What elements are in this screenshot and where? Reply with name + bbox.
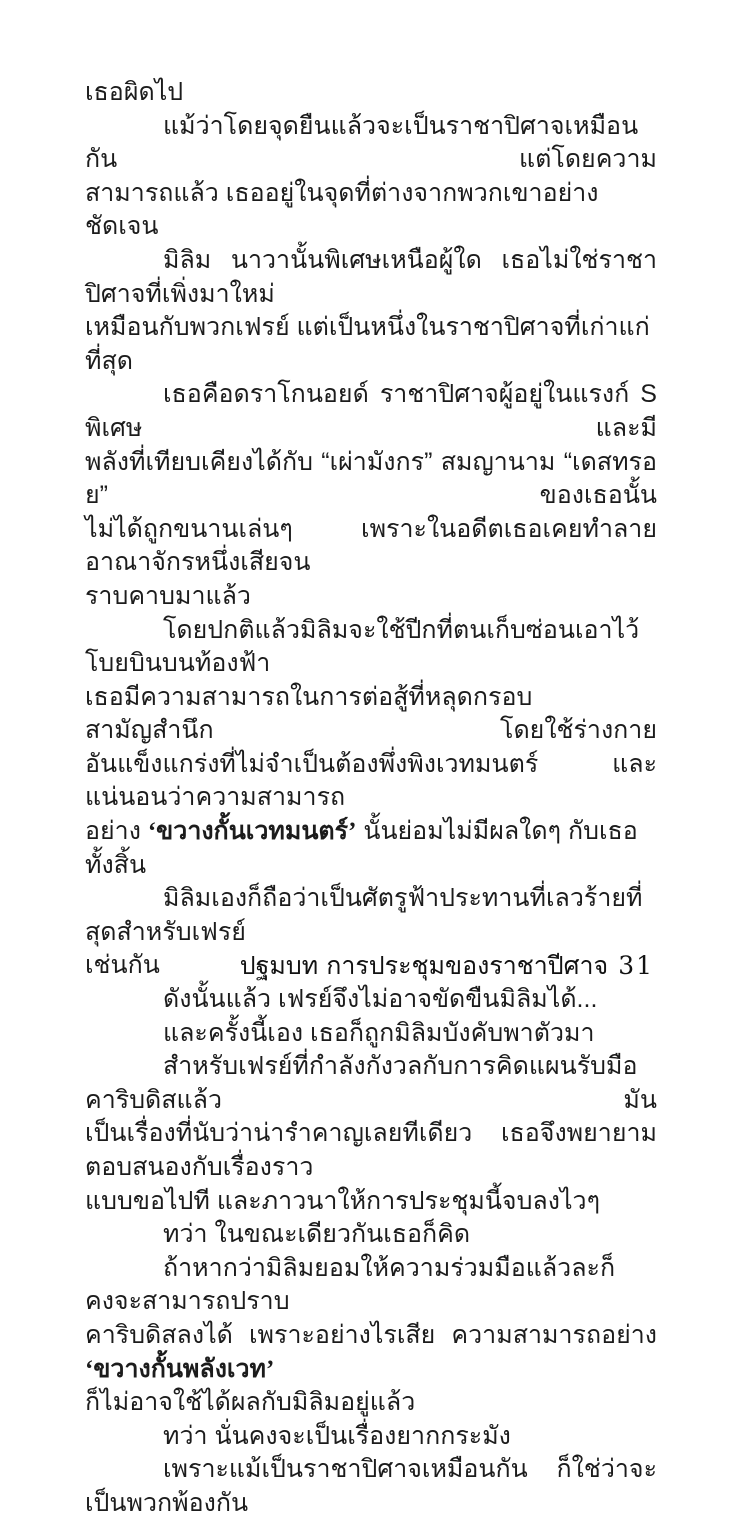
page-footer [240, 946, 654, 986]
text-line [85, 1050, 657, 1117]
text-line [85, 76, 657, 110]
text-segment: เป็นเรื่องที่นับว่าน่ารำคาญเลยทีเดียว เธอจึงพยายามตอบสนองกับเรื่องราว [85, 1119, 657, 1181]
text-segment: พลังที่เทียบเคียงได้กับ “เผ่ามังกร” สมญานาม “เดสทรอย” ของเธอนั้น [85, 447, 657, 510]
skill-term: ‘ขวางกั้นเวทมนตร์’ [147, 818, 357, 846]
text-line [85, 311, 657, 378]
skill-term: ‘ขวางกั้นพลังเวท’ [85, 1355, 275, 1383]
text-line [85, 1117, 657, 1184]
text-segment: ถ้าหากว่ามิลิมยอมให้ความร่วมมือแล้วละก็ คงจะสามารถปราบ [85, 1253, 616, 1316]
text-line [85, 748, 657, 815]
text-segment: เธอผิดไป [85, 78, 184, 106]
text-segment: และครั้งนี้เอง เธอก็ถูกมิลิมบังคับพาตัวมา [163, 1018, 595, 1047]
text-line [85, 110, 657, 177]
text-segment: สำหรับเฟรย์ที่กำลังกังวลกับการคิดแผนรับมือคาริบดิสแล้ว มัน [85, 1052, 657, 1114]
footer-running-title: ปฐมบท การประชุมของราชาปีศาจ [239, 951, 609, 980]
text-segment: โดยปกติแล้วมิลิมจะใช้ปีกที่ตนเก็บซ่อนเอาไว้โบยบินบนท้องฟ้า [85, 615, 640, 678]
text-segment: คาริบดิสลงได้ เพราะอย่างไรเสีย ความสามารถอย่าง [85, 1320, 657, 1349]
text-line [85, 882, 657, 949]
text-segment: แบบขอไปที และภาวนาให้การประชุมนี้จบลงไวๆ [85, 1186, 601, 1215]
text-segment: นั้นย่อมไม่มีผลใดๆ กับเธอทั้งสิ้น [85, 817, 638, 879]
text-segment: ก็ไม่อาจใช้ได้ผลกับมิลิมอยู่แล้ว [85, 1388, 416, 1417]
text-segment: เธอมีความสามารถในการต่อสู้ที่หลุดกรอบสามัญสำนึก โดยใช้ร่างกาย [85, 682, 657, 745]
text-line [85, 244, 657, 311]
text-line [85, 580, 657, 614]
text-segment: ทว่า ในขณะเดียวกันเธอก็คิด [163, 1220, 471, 1249]
text-segment: เธอคือดราโกนอยด์ ราชาปิศาจผู้อยู่ในแรงก์ S พิเศษ และมี [85, 380, 657, 442]
text-line [85, 983, 657, 1017]
text-line [85, 513, 657, 580]
text-line [85, 177, 657, 244]
text-line [85, 378, 657, 445]
text-segment: เพราะแม้เป็นราชาปิศาจเหมือนกัน ก็ใช่ว่าจะเป็นพวกพ้องกัน [85, 1455, 657, 1517]
text-line [85, 614, 657, 681]
text-segment: ไม่ได้ถูกขนานเล่นๆ เพราะในอดีตเธอเคยทำลายอาณาจักรหนึ่งเสียจน [85, 514, 657, 577]
text-block [85, 76, 657, 1521]
text-segment: มิลิมเองก็ถือว่าเป็นศัตรูฟ้าประทานที่เลวร้ายที่สุดสำหรับเฟรย์ [85, 884, 643, 946]
text-segment: เช่นกัน [85, 951, 160, 980]
text-line [85, 1453, 657, 1520]
text-segment: อย่าง [85, 817, 148, 846]
text-line [85, 1319, 657, 1386]
text-line [85, 1252, 657, 1319]
text-line [85, 1185, 657, 1219]
text-segment: ทว่า นั่นคงจะเป็นเรื่องยากกระมัง [163, 1421, 511, 1450]
text-segment: แม้ว่าโดยจุดยืนแล้วจะเป็นราชาปิศาจเหมือนกัน แต่โดยความ [85, 111, 657, 174]
text-line [85, 1017, 657, 1051]
text-segment: ราบคาบมาแล้ว [85, 581, 251, 610]
text-segment: ดังนั้นแล้ว เฟรย์จึงไม่อาจขัดขืนมิลิมได้... [163, 985, 598, 1014]
text-segment: อันแข็งแกร่งที่ไม่จำเป็นต้องพึ่งพิงเวทมนตร์ และแน่นอนว่าความสามารถ [85, 749, 657, 812]
text-segment: มิลิม นาวานั้นพิเศษเหนือผู้ใด เธอไม่ใช่ราชาปิศาจที่เพิ่งมาใหม่ [85, 245, 657, 308]
text-segment: เหมือนกับพวกเฟรย์ แต่เป็นหนึ่งในราชาปิศาจที่เก่าแก่ที่สุด [85, 313, 650, 375]
text-line [85, 815, 657, 882]
text-line [85, 1420, 657, 1454]
text-segment: สามารถแล้ว เธออยู่ในจุดที่ต่างจากพวกเขาอย่างชัดเจน [85, 178, 599, 241]
text-line [85, 1218, 657, 1252]
text-line [85, 681, 657, 748]
footer-page-number: 31 [618, 951, 654, 980]
text-line [85, 1386, 657, 1420]
text-line [85, 446, 657, 513]
